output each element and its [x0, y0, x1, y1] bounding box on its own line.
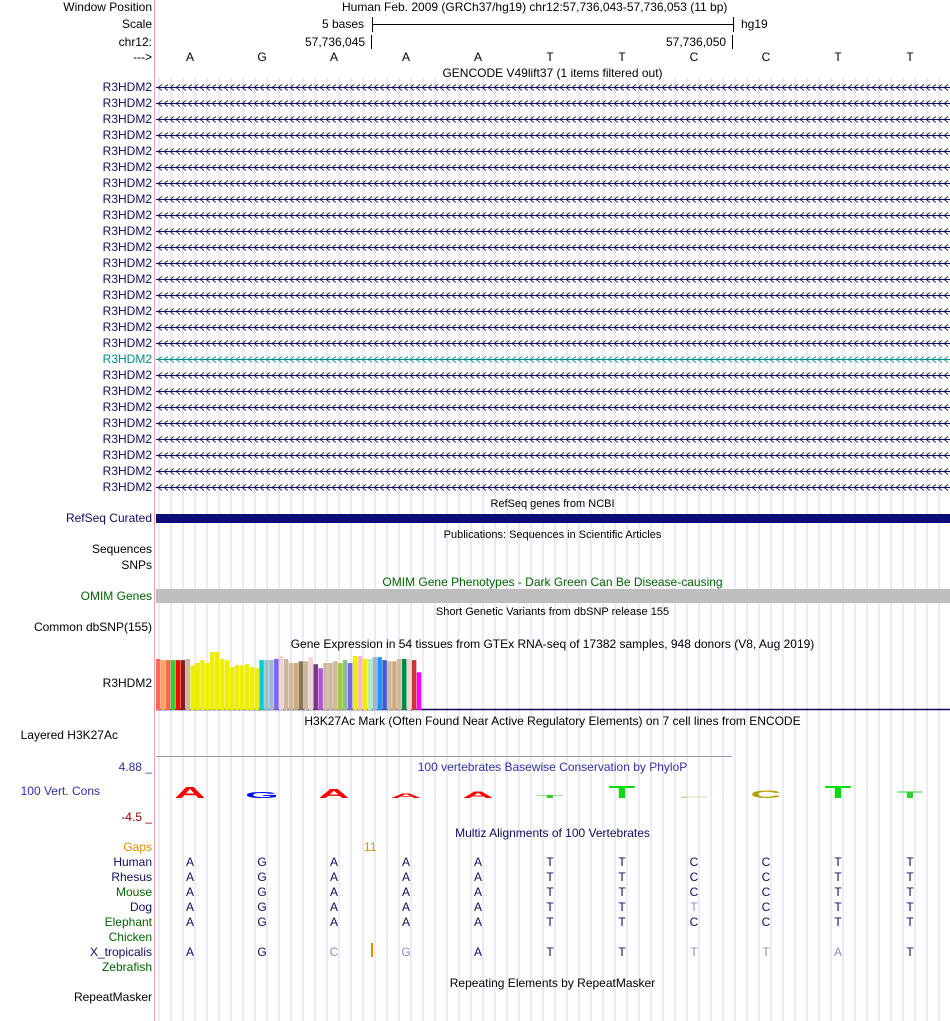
publications-track-title: Publications: Sequences in Scientific Articles: [443, 529, 662, 541]
gencode-transcript-label[interactable]: R3HDM2: [102, 464, 152, 478]
multiz-base: C: [761, 855, 771, 869]
cons-logo[interactable]: [156, 778, 950, 818]
multiz-base: T: [834, 870, 842, 884]
ruler-base: C: [689, 50, 699, 64]
gtex-tissue-bar: [363, 659, 368, 710]
gtex-tissue-bar: [245, 664, 250, 710]
gtex-tissue-bar: [382, 660, 387, 710]
multiz-base: T: [762, 945, 770, 959]
gtex-tissue-bar: [259, 660, 264, 710]
scale-text: 5 bases: [322, 17, 365, 31]
multiz-base: A: [185, 915, 194, 929]
omim-track-title: OMIM Gene Phenotypes - Dark Green Can Be Disease-causing: [382, 575, 723, 589]
dbsnp-track-label[interactable]: Common dbSNP(155): [33, 620, 152, 634]
multiz-base: G: [257, 900, 267, 914]
gtex-tissue-bar: [249, 667, 254, 710]
gtex-tissue-bar: [254, 668, 259, 710]
gencode-transcript-label[interactable]: R3HDM2: [102, 432, 152, 446]
h3k27ac-track-label[interactable]: Layered H3K27Ac: [20, 728, 118, 742]
multiz-base: A: [185, 885, 194, 899]
gtex-tissue-bar: [176, 660, 181, 710]
gtex-tissue-bar: [368, 659, 373, 710]
cons-logo-letter: C: [678, 796, 710, 799]
gtex-track-label[interactable]: R3HDM2: [102, 676, 152, 690]
strand-label: --->: [133, 50, 152, 64]
gtex-tissue-bar: [313, 664, 318, 710]
gencode-transcript-line[interactable]: [156, 115, 950, 124]
gencode-transcript-line[interactable]: [156, 211, 950, 220]
ruler-base: T: [834, 50, 842, 64]
assembly-name: hg19: [741, 17, 768, 31]
ruler-base: A: [185, 50, 194, 64]
gtex-tissue-bar: [348, 663, 353, 710]
multiz-base: A: [473, 855, 482, 869]
multiz-base: A: [329, 900, 338, 914]
gtex-tissue-bar: [225, 660, 230, 710]
gencode-transcript-label[interactable]: R3HDM2: [102, 112, 152, 126]
multiz-base: T: [906, 855, 914, 869]
multiz-base: A: [473, 945, 482, 959]
multiz-base: T: [906, 885, 914, 899]
gencode-transcript-label[interactable]: R3HDM2: [102, 208, 152, 222]
refseq-track-title: RefSeq genes from NCBI: [490, 498, 615, 510]
refseq-track-label[interactable]: RefSeq Curated: [65, 511, 152, 525]
cons-track-title: 100 vertebrates Basewise Conservation by PhyloP: [417, 760, 688, 774]
multiz-base: T: [690, 945, 698, 959]
gtex-tissue-bar: [309, 657, 314, 710]
gencode-transcript-label[interactable]: R3HDM2: [102, 176, 152, 190]
gencode-transcript-line[interactable]: [156, 259, 950, 268]
gtex-tissue-bar: [387, 661, 392, 710]
cons-logo-letter: C: [750, 788, 782, 801]
gtex-tissue-bar: [417, 672, 422, 710]
cons-logo-letter: T: [608, 782, 636, 802]
gtex-tissue-bar: [343, 660, 348, 710]
ruler-base: G: [257, 50, 267, 64]
gencode-transcript-label[interactable]: R3HDM2: [102, 384, 152, 398]
ruler-base: T: [618, 50, 626, 64]
multiz-base: A: [185, 900, 194, 914]
gencode-transcript-line[interactable]: [156, 387, 950, 396]
gencode-transcript-label[interactable]: R3HDM2: [102, 192, 152, 206]
multiz-base: A: [185, 855, 194, 869]
xtrop-insertion-mark: [371, 943, 373, 957]
multiz-base: T: [618, 885, 626, 899]
multiz-base: C: [689, 855, 699, 869]
multiz-base: C: [689, 885, 699, 899]
cons-logo-letter: T: [824, 782, 852, 803]
gtex-tissue-bar: [323, 663, 328, 710]
gencode-transcript-line[interactable]: [156, 227, 950, 236]
gencode-transcript-label[interactable]: R3HDM2: [102, 144, 152, 158]
gencode-transcript-label[interactable]: R3HDM2: [102, 240, 152, 254]
multiz-base: T: [906, 915, 914, 929]
multiz-base: T: [906, 870, 914, 884]
multiz-base: T: [618, 855, 626, 869]
multiz-species-label[interactable]: Chicken: [108, 930, 152, 944]
multiz-base: A: [185, 870, 194, 884]
cons-logo-letter: A: [318, 786, 350, 801]
coord-left: 57,736,045: [305, 35, 366, 49]
gencode-transcript-label[interactable]: R3HDM2: [102, 448, 152, 462]
gtex-tissue-bar: [299, 661, 304, 710]
repeatmasker-track-title: Repeating Elements by RepeatMasker: [449, 976, 656, 990]
gtex-tissue-bar: [392, 661, 397, 710]
gencode-transcript-label[interactable]: R3HDM2: [102, 368, 152, 382]
gtex-tissue-bar: [161, 660, 166, 710]
gtex-tissue-bar: [372, 657, 377, 710]
gtex-tissue-bar: [205, 663, 210, 710]
gtex-tissue-bar: [412, 660, 417, 710]
multiz-base: A: [329, 915, 338, 929]
gtex-tissue-bar: [215, 652, 220, 710]
gtex-tissue-bar: [171, 660, 176, 710]
repeatmasker-track-label[interactable]: RepeatMasker: [73, 990, 152, 1004]
gencode-track-title: GENCODE V49lift37 (1 items filtered out): [442, 66, 663, 80]
gencode-transcript-line[interactable]: [156, 131, 950, 140]
multiz-species-label[interactable]: Mouse: [115, 885, 152, 899]
gencode-transcript-line[interactable]: [156, 467, 950, 476]
cons-logo-letter: A: [174, 784, 206, 802]
gtex-tissue-bar: [358, 656, 363, 710]
multiz-species-label[interactable]: X_tropicalis: [89, 945, 152, 959]
multiz-base: C: [761, 915, 771, 929]
multiz-gaps-value: 11: [364, 840, 377, 854]
multiz-base: T: [906, 900, 914, 914]
gtex-tissue-bar: [186, 659, 191, 710]
gtex-track-title: Gene Expression in 54 tissues from GTEx RNA-seq of 17382 samples, 948 donors (V8, Aug 2019): [290, 637, 815, 651]
gencode-transcript-line[interactable]: [156, 403, 950, 412]
multiz-base: A: [329, 885, 338, 899]
gtex-tissue-bar: [397, 659, 402, 710]
multiz-gaps-label[interactable]: Gaps: [123, 840, 152, 854]
gtex-tissue-bar: [269, 660, 274, 710]
multiz-base: T: [906, 945, 914, 959]
scale-bar-left-tick: [372, 17, 373, 32]
cons-logo-letter: G: [245, 790, 279, 800]
multiz-base: A: [473, 885, 482, 899]
cons-logo-letter: A: [390, 792, 422, 800]
window-position-value: Human Feb. 2009 (GRCh37/hg19) chr12:57,736,043-57,736,053 (11 bp): [342, 0, 728, 14]
gtex-tissue-bar: [210, 652, 215, 710]
multiz-base: T: [618, 900, 626, 914]
multiz-species-label[interactable]: Rhesus: [111, 870, 152, 884]
gencode-transcript-label[interactable]: R3HDM2: [102, 272, 152, 286]
multiz-base: C: [761, 870, 771, 884]
multiz-base: T: [546, 945, 554, 959]
omim-gene-bar[interactable]: [156, 589, 950, 603]
cons-ymax: 4.88 _: [118, 760, 152, 774]
ruler-base: T: [546, 50, 554, 64]
gencode-transcript-line[interactable]: [156, 291, 950, 300]
gencode-transcript-line[interactable]: [156, 323, 950, 332]
gencode-transcript-line[interactable]: [156, 243, 950, 252]
gtex-tissue-bar: [353, 656, 358, 710]
gencode-transcript-label[interactable]: R3HDM2: [102, 336, 152, 350]
gtex-tissue-bar: [318, 668, 323, 710]
gtex-tissue-bar: [402, 659, 407, 710]
ruler-base: T: [906, 50, 914, 64]
coord-right: 57,736,050: [666, 35, 727, 49]
gencode-transcript-line[interactable]: [156, 483, 950, 492]
gtex-tissue-bar: [407, 659, 412, 710]
gencode-transcript-label[interactable]: R3HDM2: [102, 224, 152, 238]
multiz-species-label[interactable]: Zebrafish: [101, 960, 152, 974]
multiz-base: T: [618, 870, 626, 884]
gencode-transcript-label[interactable]: R3HDM2: [102, 256, 152, 270]
multiz-base: A: [185, 945, 194, 959]
multiz-base: T: [546, 885, 554, 899]
cons-ymin: -4.5 _: [121, 810, 152, 824]
multiz-base: G: [257, 945, 267, 959]
gtex-tissue-bar: [304, 661, 309, 710]
multiz-track-title: Multiz Alignments of 100 Vertebrates: [455, 826, 650, 840]
gtex-tissue-bar: [284, 659, 289, 710]
multiz-base: A: [833, 945, 842, 959]
gencode-transcript-line[interactable]: [156, 99, 950, 108]
multiz-base: A: [473, 870, 482, 884]
multiz-base: T: [546, 870, 554, 884]
multiz-base: T: [546, 915, 554, 929]
gencode-transcript-label[interactable]: R3HDM2: [102, 96, 152, 110]
chrom-label: chr12:: [118, 35, 152, 49]
gtex-tissue-bar: [333, 661, 338, 710]
multiz-base: A: [401, 855, 410, 869]
dbsnp-track-title: Short Genetic Variants from dbSNP release 155: [435, 606, 670, 618]
coord-left-tick: [371, 35, 372, 49]
multiz-base: A: [401, 870, 410, 884]
gencode-transcript-label[interactable]: R3HDM2: [102, 480, 152, 494]
multiz-base: A: [329, 855, 338, 869]
ruler-base: A: [401, 50, 410, 64]
gencode-transcript-line[interactable]: [156, 195, 950, 204]
h3k27ac-track-title: H3K27Ac Mark (Often Found Near Active Regulatory Elements) on 7 cell lines from ENCODE: [304, 714, 801, 728]
omim-track-label[interactable]: OMIM Genes: [80, 589, 152, 603]
multiz-base: A: [473, 900, 482, 914]
multiz-base: G: [257, 855, 267, 869]
cons-logo-letter: A: [462, 789, 494, 801]
gtex-tissue-bar: [166, 660, 171, 710]
multiz-base: T: [834, 915, 842, 929]
scale-bar: [372, 24, 734, 25]
gencode-transcript-label[interactable]: R3HDM2: [102, 128, 152, 142]
gtex-tissue-bar: [338, 663, 343, 710]
scale-bar-right-tick: [733, 17, 734, 32]
multiz-base: A: [329, 870, 338, 884]
multiz-base: A: [401, 885, 410, 899]
multiz-base: G: [401, 945, 411, 959]
publications-snps-label[interactable]: SNPs: [121, 558, 152, 572]
gtex-bar-chart[interactable]: [156, 651, 950, 711]
ruler-base: C: [761, 50, 771, 64]
multiz-base: A: [401, 900, 410, 914]
gencode-transcript-line[interactable]: [156, 163, 950, 172]
gencode-transcript-line[interactable]: [156, 147, 950, 156]
multiz-species-label[interactable]: Dog: [129, 900, 152, 914]
multiz-base: A: [401, 915, 410, 929]
multiz-base: T: [834, 855, 842, 869]
gtex-tissue-bar: [274, 659, 279, 710]
gtex-tissue-bar: [279, 656, 284, 710]
publications-sequences-label[interactable]: Sequences: [91, 542, 152, 556]
gtex-tissue-bar: [377, 657, 382, 710]
multiz-base: T: [834, 885, 842, 899]
cons-logo-letter: T: [536, 793, 564, 800]
gtex-tissue-bar: [289, 663, 294, 710]
gencode-transcript-line[interactable]: [156, 355, 950, 364]
multiz-base: A: [473, 915, 482, 929]
gencode-transcript-label[interactable]: R3HDM2: [102, 416, 152, 430]
cons-track-label[interactable]: 100 Vert. Cons: [20, 784, 100, 798]
multiz-base: C: [761, 885, 771, 899]
gtex-tissue-bar: [220, 659, 225, 710]
gencode-transcript-label[interactable]: R3HDM2: [102, 400, 152, 414]
gtex-tissue-bar: [264, 660, 269, 710]
gencode-transcript-line[interactable]: [156, 419, 950, 428]
gencode-transcript-line[interactable]: [156, 371, 950, 380]
coord-right-tick: [732, 35, 733, 49]
gencode-transcript-line[interactable]: [156, 83, 950, 92]
gencode-transcript-label[interactable]: R3HDM2: [102, 320, 152, 334]
multiz-species-label[interactable]: Human: [113, 855, 152, 869]
gencode-transcript-line[interactable]: [156, 339, 950, 348]
cons-logo-letter: T: [896, 789, 924, 801]
window-position-label: Window Position: [63, 0, 152, 14]
gencode-transcript-label[interactable]: R3HDM2: [102, 288, 152, 302]
gtex-tissue-bar: [294, 663, 299, 710]
ruler-base: A: [329, 50, 338, 64]
gtex-tissue-bar: [156, 659, 161, 710]
gtex-tissue-bar: [235, 665, 240, 710]
multiz-base: G: [257, 885, 267, 899]
gencode-transcript-line[interactable]: [156, 435, 950, 444]
scale-label: Scale: [121, 17, 152, 31]
multiz-base: T: [546, 900, 554, 914]
multiz-base: C: [689, 915, 699, 929]
gtex-tissue-bar: [328, 663, 333, 710]
gtex-tissue-bar: [230, 667, 235, 710]
multiz-base: C: [761, 900, 771, 914]
gtex-tissue-bar: [200, 660, 205, 710]
multiz-base: G: [257, 870, 267, 884]
gencode-transcript-line[interactable]: [156, 451, 950, 460]
gtex-tissue-bar: [195, 663, 200, 710]
multiz-base: T: [690, 900, 698, 914]
gencode-transcript-line[interactable]: [156, 307, 950, 316]
refseq-gene-bar[interactable]: [156, 514, 950, 523]
gencode-transcript-label[interactable]: R3HDM2: [102, 80, 152, 94]
gencode-transcript-line[interactable]: [156, 275, 950, 284]
h3k27ac-signal-line: [156, 756, 732, 757]
gtex-tissue-bar: [190, 665, 195, 710]
multiz-base: T: [618, 915, 626, 929]
gencode-transcript-label[interactable]: R3HDM2: [102, 352, 152, 366]
multiz-base: C: [329, 945, 339, 959]
gtex-tissue-bar: [240, 665, 245, 710]
gtex-tissue-bar: [181, 660, 186, 710]
gencode-transcript-label[interactable]: R3HDM2: [102, 304, 152, 318]
multiz-base: G: [257, 915, 267, 929]
multiz-base: T: [546, 855, 554, 869]
multiz-base: T: [834, 900, 842, 914]
gencode-transcript-label[interactable]: R3HDM2: [102, 160, 152, 174]
multiz-species-label[interactable]: Elephant: [104, 915, 152, 929]
multiz-base: T: [618, 945, 626, 959]
ruler-base: A: [473, 50, 482, 64]
gencode-transcript-line[interactable]: [156, 179, 950, 188]
multiz-base: C: [689, 870, 699, 884]
